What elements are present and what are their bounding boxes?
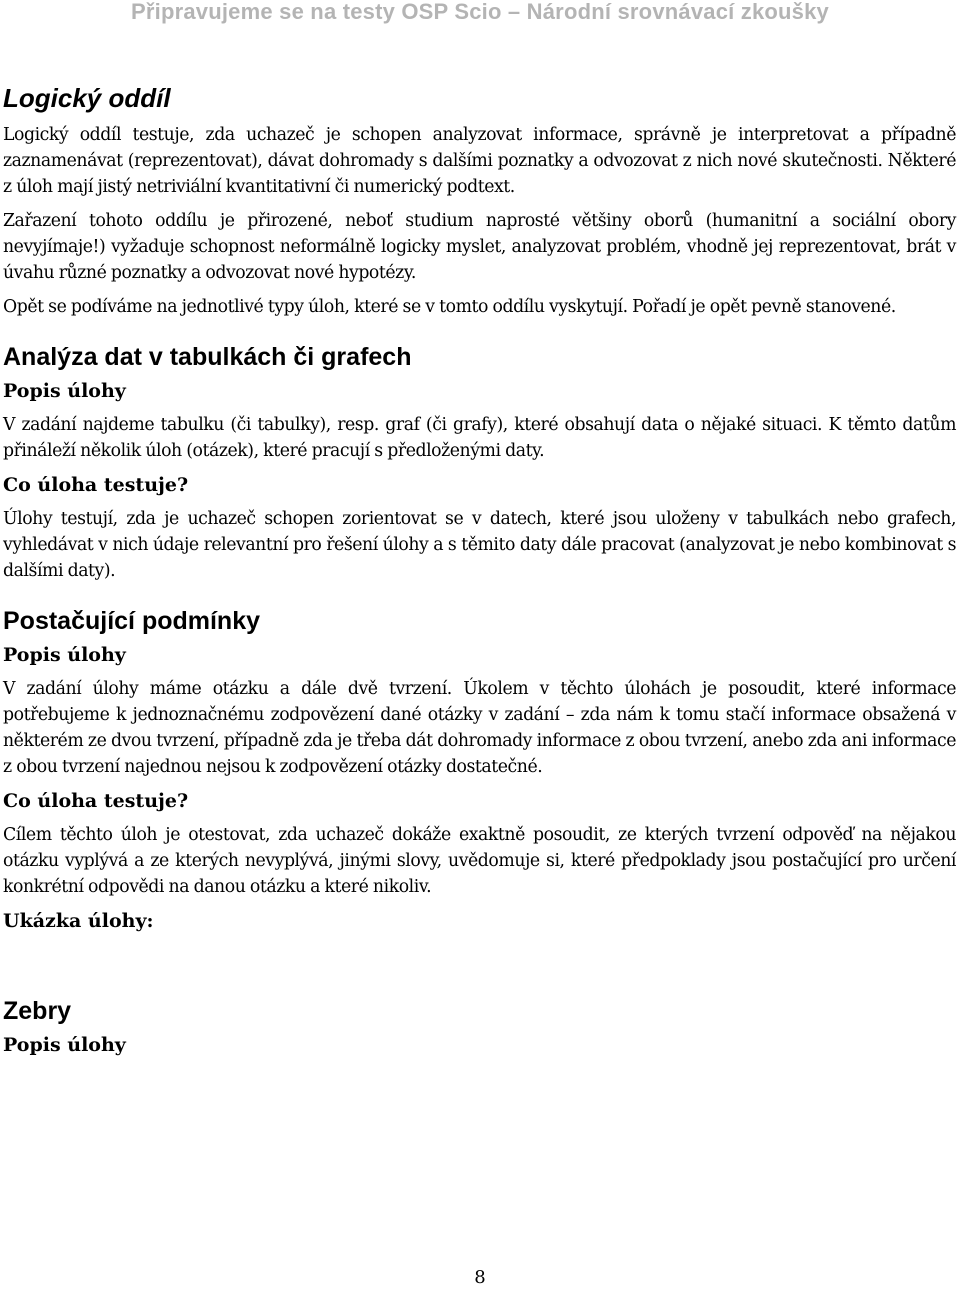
postacujici-popis-text: V zadání úlohy máme otázku a dále dvě tvrzení. Úkolem v těchto úlohách je posoudit, které informace potřebujeme k jednoznačnému zodpovězení dané otázky v zadání – zda nám k tomu stačí informace obsažená v některém ze dvou tvrzení, případně zda je třeba dát dohromady informace z obou tvrzení, anebo zda ani informace z obou tvrzení najednou nejsou k zodpovězení otázky dostatečné. xyxy=(3,679,956,777)
zebry-popis-label: Popis úlohy xyxy=(3,1034,126,1056)
postacujici-popis-label: Popis úlohy xyxy=(3,644,126,666)
postacujici-title: Postačující podmínky xyxy=(3,607,261,635)
analyza-popis-text: V zadání najdeme tabulku (či tabulky), resp. graf (či grafy), které obsahují data o nějaké situaci. K těmto datům přináleží několik úloh (otázek), které pracují s předloženými daty. xyxy=(3,415,956,461)
postacujici-testuje-label: Co úloha testuje? xyxy=(3,790,189,812)
intro-paragraph-1: Logický oddíl testuje, zda uchazeč je schopen analyzovat informace, správně je interpretovat a případně zaznamenávat (reprezentovat), dávat dohromady s dalšími poznatky a odvozovat z nich nové skutečnosti. Některé z úloh mají jistý netriviální kvantitativní či numerický podtext. xyxy=(3,125,956,197)
analyza-popis-label: Popis úlohy xyxy=(3,380,126,402)
zebry-title: Zebry xyxy=(3,997,72,1025)
analyza-testuje-text: Úlohy testují, zda je uchazeč schopen zorientovat se v datech, které jsou uloženy v tabulkách nebo grafech, vyhledávat v nich údaje relevantní pro řešení úlohy a s těmito daty dále pracovat (analyzovat je nebo kombinovat s dalšími daty). xyxy=(3,509,956,581)
intro-paragraph-3: Opět se podíváme na jednotlivé typy úloh, které se v tomto oddílu vyskytují. Pořadí je opět pevně stanovené. xyxy=(3,297,896,317)
section-title: Logický oddíl xyxy=(3,83,171,113)
running-header: Připravujeme se na testy OSP Scio – Národní srovnávací zkoušky xyxy=(131,0,829,24)
analyza-testuje-label: Co úloha testuje? xyxy=(3,474,189,496)
postacujici-testuje-text: Cílem těchto úloh je otestovat, zda uchazeč dokáže exaktně posoudit, ze kterých tvrzení odpověď na nějakou otázku vyplývá a ze kterých nevyplývá, jinými slovy, uvědomuje si, které předpoklady jsou postačující pro určení konkrétní odpovědi na danou otázku a které nikoliv. xyxy=(3,825,956,897)
analyza-title: Analýza dat v tabulkách či grafech xyxy=(3,343,412,371)
page-number: 8 xyxy=(474,1267,486,1288)
document-body xyxy=(3,72,956,1066)
postacujici-ukazka-label: Ukázka úlohy: xyxy=(3,910,154,932)
intro-paragraph-2: Zařazení tohoto oddílu je přirozené, neboť studium naprosté většiny oborů (humanitní a sociální obory nevyjímaje!) vyžaduje schopnost neformálně logicky myslet, analyzovat problém, vhodně jej reprezentovat, brát v úvahu různé poznatky a odvozovat nové hypotézy. xyxy=(3,211,956,283)
